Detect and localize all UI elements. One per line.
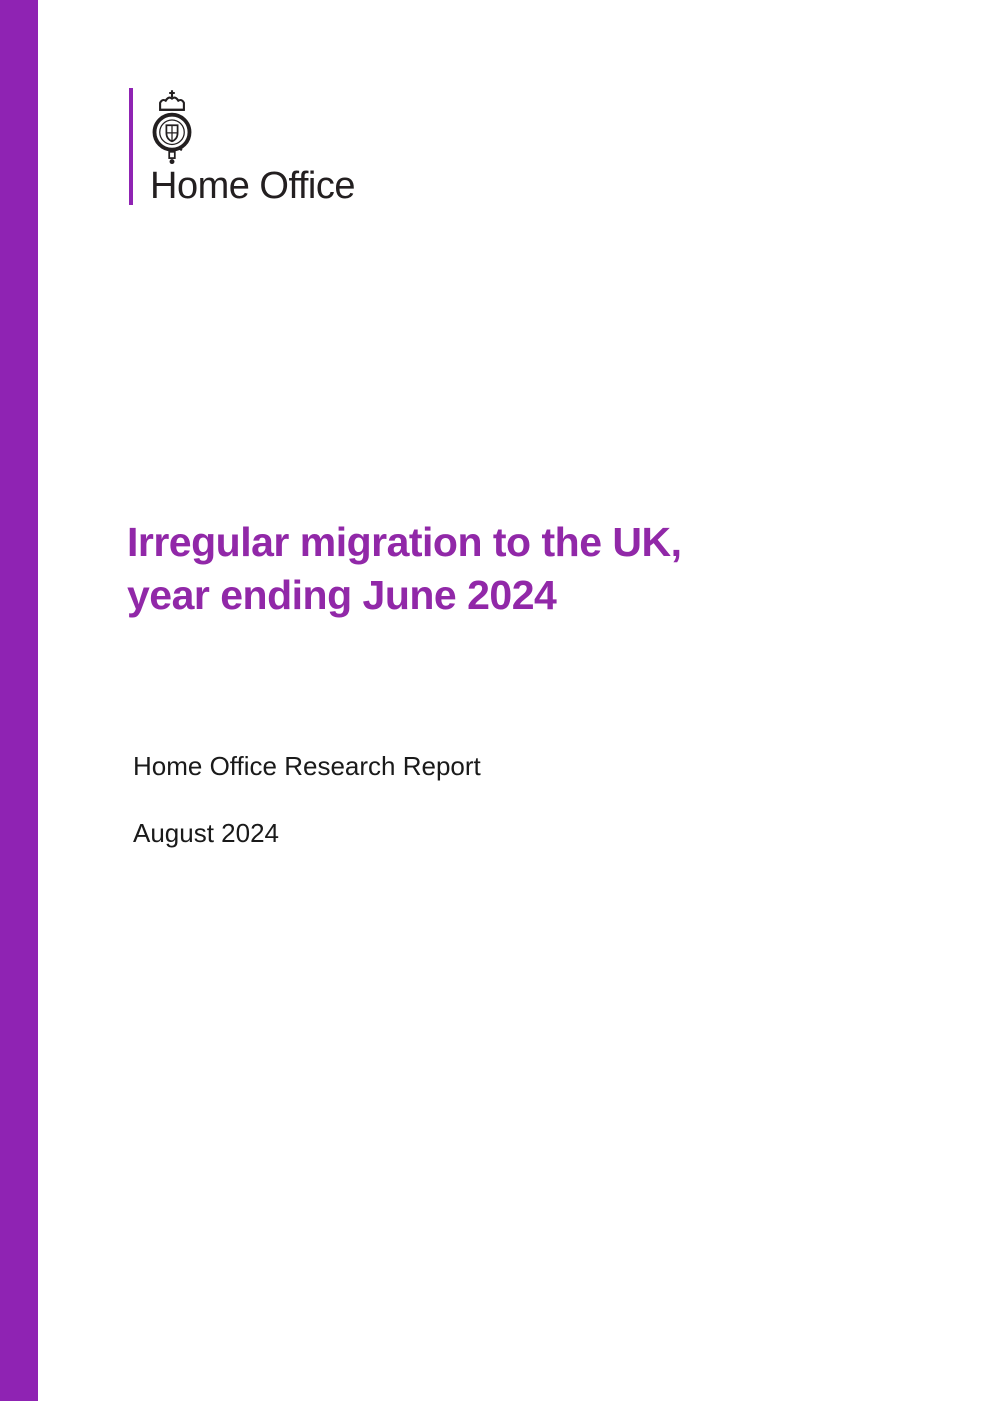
left-accent-bar [0, 0, 38, 1401]
report-title [127, 516, 847, 622]
logo-department-name: Home Office [150, 165, 355, 207]
report-title-line2: year ending June 2024 [127, 572, 557, 618]
report-title-line1: Irregular migration to the UK, [127, 519, 682, 565]
logo-vertical-rule [129, 88, 133, 205]
home-office-logo [129, 88, 355, 205]
report-date-label: August 2024 [133, 818, 280, 848]
report-type-label: Home Office Research Report [133, 751, 481, 781]
royal-crest-icon [151, 88, 193, 168]
